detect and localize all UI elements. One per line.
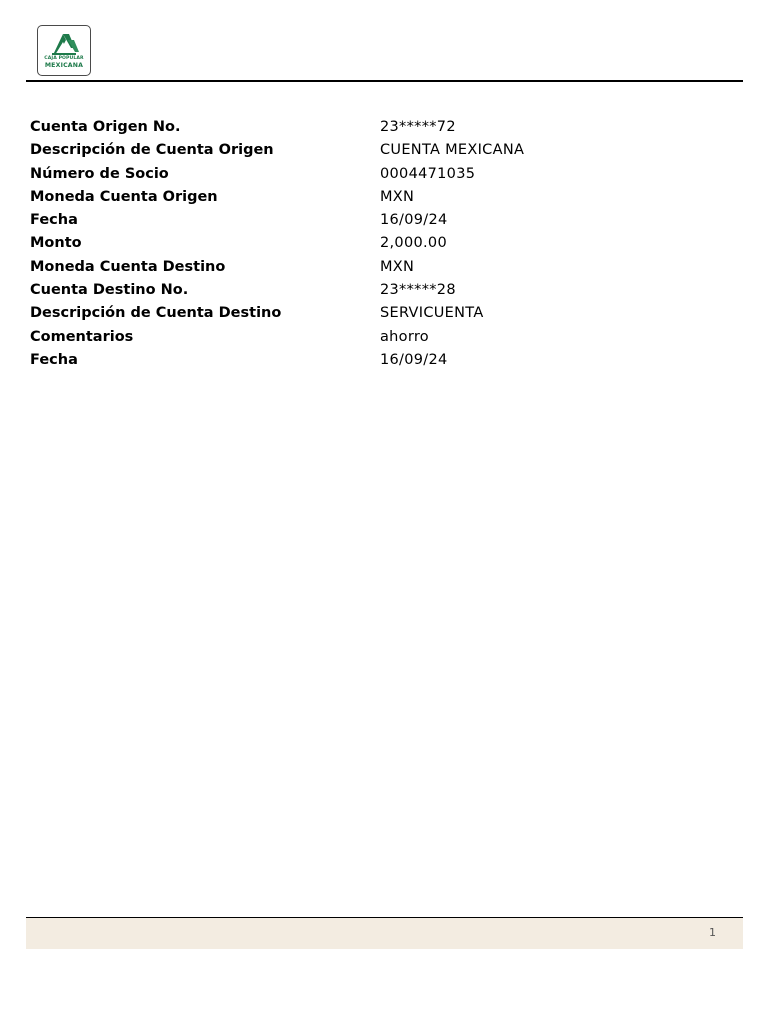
detail-value: CUENTA MEXICANA [380, 142, 525, 159]
detail-label: Descripción de Cuenta Origen [30, 142, 274, 159]
detail-value: 23*****72 [380, 119, 456, 135]
detail-value: MXN [380, 258, 415, 275]
detail-label: Fecha [30, 212, 78, 229]
logo-text-caja-popular: CAJA POPULAR [44, 56, 84, 61]
detail-row-fecha [30, 209, 730, 232]
detail-row-numero-socio [30, 163, 730, 186]
detail-label: Fecha [30, 351, 78, 368]
detail-row-fecha-2 [30, 349, 730, 372]
detail-value: 23*****28 [380, 282, 456, 299]
detail-label: Moneda Cuenta Destino [30, 258, 226, 275]
detail-value: 16/09/24 [380, 212, 448, 229]
detail-label: Cuenta Destino No. [30, 282, 189, 299]
transfer-details [30, 116, 730, 372]
detail-label: Descripción de Cuenta Destino [30, 305, 282, 322]
caja-popular-logo-icon [38, 26, 89, 56]
detail-label: Cuenta Origen No. [30, 119, 181, 135]
detail-value: 0004471035 [380, 165, 476, 182]
logo-text-mexicana: MEXICANA [44, 62, 84, 69]
detail-row-comentarios [30, 326, 730, 349]
detail-label: Moneda Cuenta Origen [30, 188, 218, 205]
detail-row-moneda-origen [30, 186, 730, 209]
detail-value: MXN [380, 188, 415, 205]
detail-label: Comentarios [30, 328, 134, 345]
page-header [26, 22, 743, 82]
page-number: 1 [709, 926, 716, 939]
detail-label: Número de Socio [30, 165, 169, 182]
detail-label: Monto [30, 235, 82, 252]
detail-row-descripcion-destino [30, 302, 730, 325]
page-footer [26, 917, 743, 949]
detail-value: 16/09/24 [380, 351, 448, 368]
company-logo [37, 25, 91, 76]
detail-row-monto [30, 232, 730, 255]
detail-row-descripcion-origen [30, 139, 730, 162]
detail-row-cuenta-destino [30, 279, 730, 302]
detail-value: 2,000.00 [380, 235, 447, 252]
detail-row-moneda-destino [30, 256, 730, 279]
detail-value: SERVICUENTA [380, 305, 484, 322]
detail-row-cuenta-origen [30, 116, 730, 139]
detail-value: ahorro [380, 328, 429, 345]
